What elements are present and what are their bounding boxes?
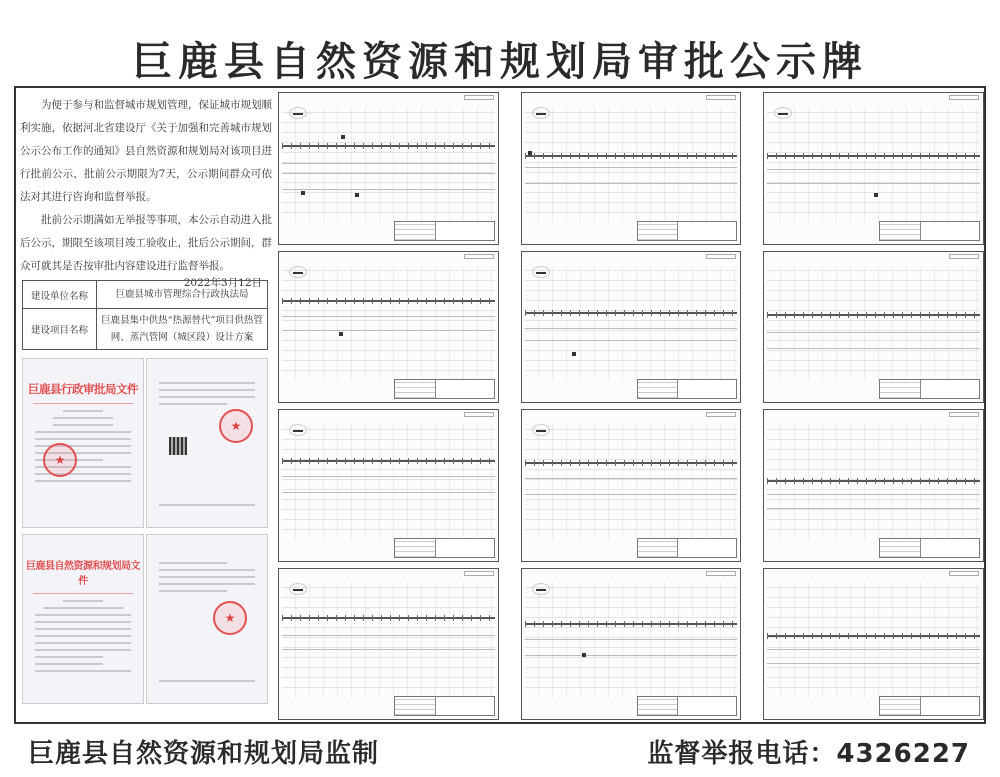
north-arrow-icon <box>532 583 550 595</box>
design-drawing-5 <box>521 251 742 404</box>
design-drawings-grid <box>278 92 984 720</box>
design-drawing-11 <box>521 568 742 721</box>
north-arrow-icon <box>532 424 550 436</box>
north-arrow-icon <box>289 266 307 278</box>
document-page-front <box>22 358 144 528</box>
document-page-back <box>146 534 268 704</box>
board-title: 巨鹿县自然资源和规划局审批公示牌 <box>132 39 868 85</box>
hotline-label: 监督举报电话： <box>647 739 837 769</box>
hotline <box>647 733 970 770</box>
hotline-number: 4326227 <box>836 739 970 769</box>
approval-document-1 <box>22 358 268 528</box>
document-page-front <box>22 534 144 704</box>
design-drawing-3 <box>763 92 984 245</box>
design-drawing-2 <box>521 92 742 245</box>
official-seal-icon <box>43 443 77 477</box>
project-name-value: 巨鹿县集中供热“热源替代”项目供热管网、蒸汽管网（城区段）设计方案 <box>97 309 268 350</box>
project-info-table <box>22 280 268 350</box>
design-drawing-1 <box>278 92 499 245</box>
design-drawing-8 <box>521 409 742 562</box>
notice-date: 2022年3月12日 <box>183 277 262 289</box>
design-drawing-6 <box>763 251 984 404</box>
official-seal-icon <box>219 409 253 443</box>
construction-unit-value: 巨鹿县城市管理综合行政执法局 <box>97 281 268 309</box>
design-drawing-12 <box>763 568 984 721</box>
north-arrow-icon <box>289 583 307 595</box>
construction-unit-label: 建设单位名称 <box>23 281 97 309</box>
table-row <box>23 281 268 309</box>
document-header: 巨鹿县行政审批局文件 <box>28 382 138 396</box>
north-arrow-icon <box>289 107 307 119</box>
qr-code-icon <box>169 437 187 455</box>
north-arrow-icon <box>532 266 550 278</box>
north-arrow-icon <box>532 107 550 119</box>
notice-paragraph-2: 批前公示期满如无举报等事项，本公示自动进入批后公示，期限至该项目竣工验收止，批后公示期间，群众可就其是否按审批内容建设进行监督举报。 <box>20 214 272 272</box>
design-drawing-7 <box>278 409 499 562</box>
document-header: 巨鹿县自然资源和规划局文件 <box>26 561 140 587</box>
official-seal-icon <box>213 601 247 635</box>
table-row <box>23 309 268 350</box>
design-drawing-4 <box>278 251 499 404</box>
project-name-label: 建设项目名称 <box>23 309 97 350</box>
notice-paragraph-1: 为便于参与和监督城市规划管理，保证城市规划顺利实施，依据河北省建设厅《关于加强和完善城市规划公示公布工作的通知》县自然资源和规划局对该项目进行批前公示，批前公示期限为7天，公示期间群众可依法对其进行咨询和监督举报。 <box>20 99 272 203</box>
design-drawing-10 <box>278 568 499 721</box>
notice-text <box>20 94 272 295</box>
notice-board <box>14 86 986 724</box>
design-drawing-9 <box>763 409 984 562</box>
document-page-back <box>146 358 268 528</box>
north-arrow-icon <box>289 424 307 436</box>
approval-document-2 <box>22 534 268 704</box>
supervisor-label: 巨鹿县自然资源和规划局监制 <box>28 739 380 769</box>
